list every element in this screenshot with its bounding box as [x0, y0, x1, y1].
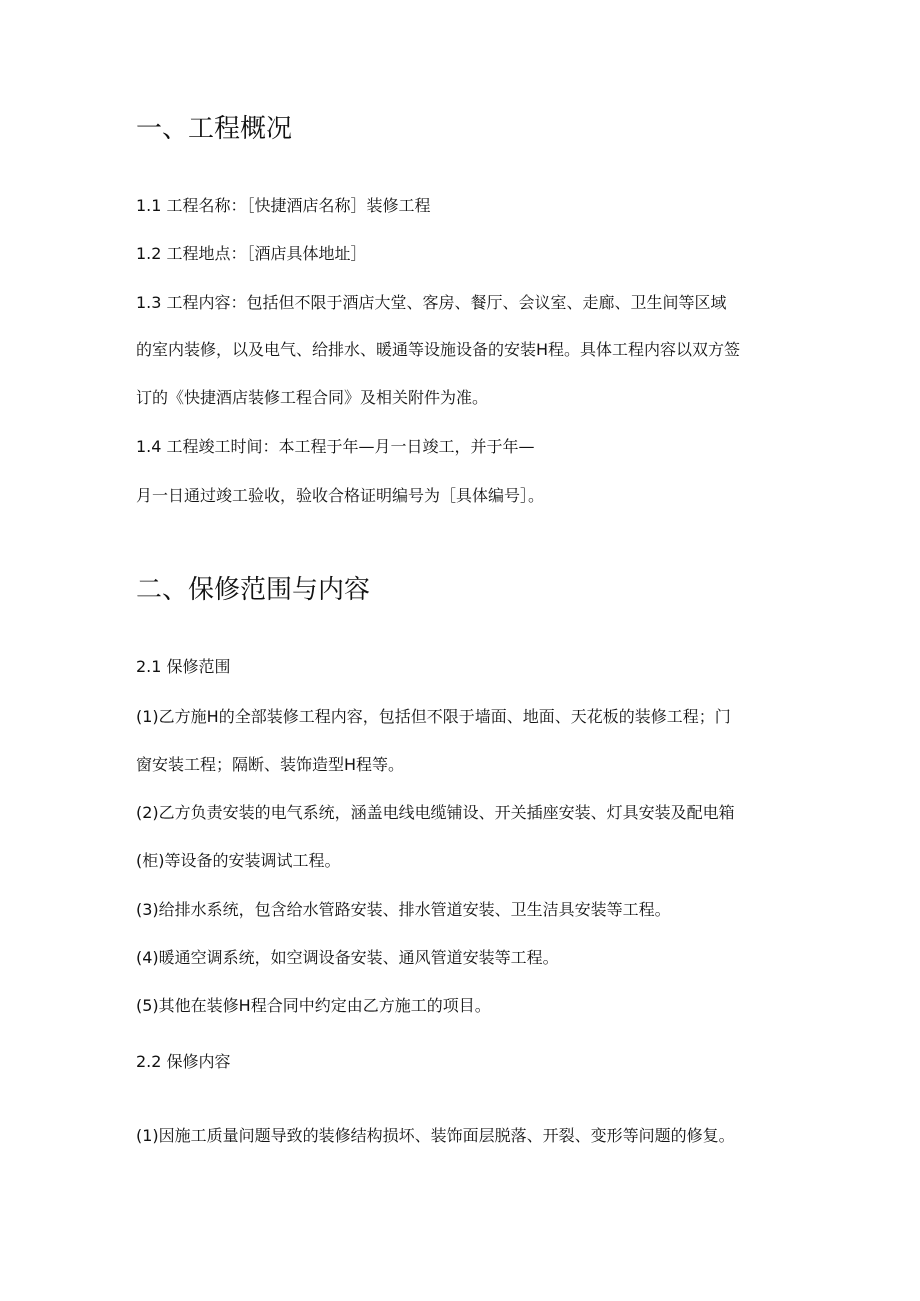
item-1-2: 1.2 工程地点：［酒店具体地址］ [136, 244, 367, 263]
scope-1-line-1: (1)乙方施H的全部装修工程内容，包括但不限于墙面、地面、天花板的装修工程；门 [136, 707, 731, 726]
content-1: (1)因施工质量问题导致的装修结构损坏、装饰面层脱落、开裂、变形等问题的修复。 [136, 1126, 735, 1145]
item-1-3-line-2: 的室内装修，以及电气、给排水、暖通等设施设备的安装H程。具体工程内容以双方签 [136, 340, 741, 359]
scope-1-line-2: 窗安装工程；隔断、装饰造型H程等。 [136, 755, 405, 774]
scope-5: (5)其他在装修H程合同中约定由乙方施工的项目。 [136, 996, 491, 1015]
item-1-3-line-1: 1.3 工程内容：包括但不限于酒店大堂、客房、餐厅、会议室、走廊、卫生间等区域 [136, 293, 727, 312]
scope-3: (3)给排水系统，包含给水管路安装、排水管道安装、卫生洁具安装等工程。 [136, 900, 671, 919]
scope-2-line-2: (柜)等设备的安装调试工程。 [136, 851, 341, 870]
scope-2-line-1: (2)乙方负责安装的电气系统，涵盖电线电缆铺设、开关插座安装、灯具安装及配电箱 [136, 803, 735, 822]
item-1-1: 1.1 工程名称：［快捷酒店名称］装修工程 [136, 196, 431, 215]
item-2-1-title: 2.1 保修范围 [136, 657, 231, 676]
section-heading-overview: 一、工程概况 [136, 114, 293, 144]
section-heading-warranty: 二、保修范围与内容 [136, 575, 371, 605]
item-1-4-line-2: 月一日通过竣工验收，验收合格证明编号为［具体编号］。 [136, 486, 545, 505]
item-1-3-line-3: 订的《快捷酒店装修工程合同》及相关附件为准。 [136, 388, 489, 407]
item-2-2-title: 2.2 保修内容 [136, 1052, 231, 1071]
item-1-4-line-1: 1.4 工程竣工时间：本工程于年—月一日竣工，并于年— [136, 437, 535, 456]
scope-4: (4)暖通空调系统，如空调设备安装、通风管道安装等工程。 [136, 948, 559, 967]
